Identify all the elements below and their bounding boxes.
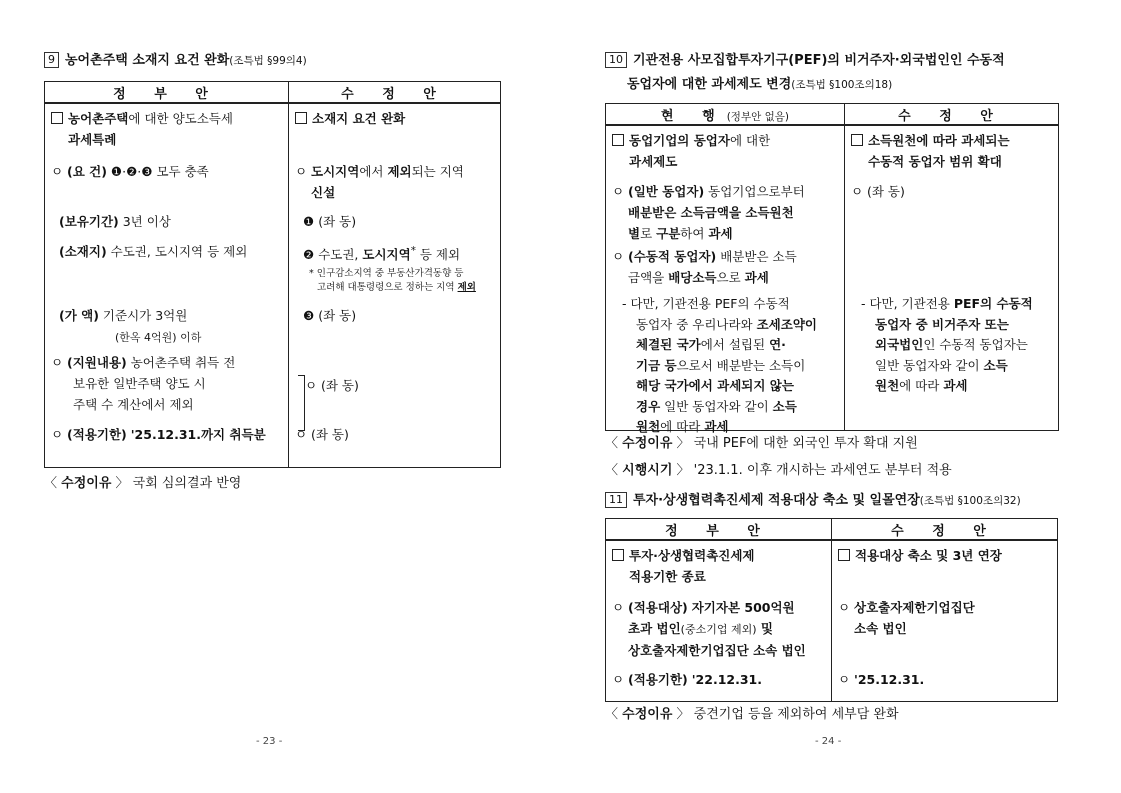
revision-reason-10: 〈 수정이유 〉 국내 PEF에 대한 외국인 투자 확대 지원: [605, 436, 918, 451]
checkbox-icon: [51, 112, 63, 124]
law-reference: (조특법 §99의4): [229, 55, 307, 67]
checkbox-icon: [612, 549, 624, 561]
section-title-9: [44, 50, 307, 72]
effective-date-10: 〈 시행시기 〉 '23.1.1. 이후 개시하는 과세연도 분부터 적용: [605, 463, 952, 478]
checkbox-icon: [851, 134, 863, 146]
revision-reason: 〈 수정이유 〉 국회 심의결과 반영: [44, 476, 242, 491]
page-number: - 24 -: [815, 736, 842, 747]
column-header-gov: 정 부 안: [606, 519, 832, 541]
current-cell: 동업기업의 동업자에 대한 과세제도 ㅇ (일반 동업자) 동업기업으로부터 배분받은 소득금액을 소득원천 별로 구분하여 과세 ㅇ (수동적 동업자) 배분받은 소득 금액을 배당소득으로 과세 - 다만, 기관전용 PEF의 수동적 동업자 중 우리나라와 조세조약이 체결된 국가에서 설립된 연· 기금 등으로서 배분받는 소득이 해당 국가에서 과세되지 않는 경우 일반 동업자와 같이 소득 원천에 따라 과세: [606, 125, 845, 431]
column-header-revised: 수 정 안: [289, 82, 501, 104]
page-number: - 23 -: [256, 736, 283, 747]
gov-proposal-cell: 농어촌주택에 대한 양도소득세 과세특례 ㅇ (요 건) ❶·❷·❸ 모두 충족 (보유기간) 3년 이상 (소재지) 수도권, 도시지역 등 제외 (가 액) 기준시가 3억원 (한옥 4억원) 이하 ㅇ (지원내용) 농어촌주택 취득 전 보유한 일반주택 양도 시 주택 수 계산에서 제외 ㅇ (적용기한) '25.12.31.까지 취득분: [45, 103, 289, 468]
section-number: 10: [605, 52, 627, 68]
section-number: 9: [44, 52, 59, 68]
column-header-revised: 수 정 안: [845, 104, 1059, 126]
revised-proposal-cell: 소재지 요건 완화 ㅇ 도시지역에서 제외되는 지역 신설 ❶ (좌 동) ❷ 수도권, 도시지역* 등 제외 * 인구감소지역 중 부동산가격동향 등 고려해 대통령령으로 정하는 지역 제외 ❸ (좌 동) ㅇ (좌 동) ㅇ (좌 동): [289, 103, 501, 468]
comparison-table-9: [44, 81, 501, 468]
page-left: [0, 0, 560, 793]
comparison-table-11: [605, 518, 1058, 702]
gov-proposal-cell-11: 투자·상생협력촉진세제 적용기한 종료 ㅇ (적용대상) 자기자본 500억원 초과 법인(중소기업 제외) 및 상호출자제한기업집단 소속 법인 ㅇ (적용기한) '22.12.31.: [606, 540, 832, 702]
comparison-table-10: [605, 103, 1059, 434]
section-number: 11: [605, 492, 627, 508]
revised-proposal-cell-11: 적용대상 축소 및 3년 연장 ㅇ 상호출자제한기업집단 소속 법인 ㅇ '25.12.31.: [832, 540, 1058, 702]
section-title-text: 농어촌주택 소재지 요건 완화: [65, 53, 230, 68]
checkbox-icon: [612, 134, 624, 146]
column-header-current: 현 행(정부안 없음): [606, 104, 845, 126]
column-header-revised: 수 정 안: [832, 519, 1058, 541]
section-title-10: 10 기관전용 사모집합투자기구(PEF)의 비거주자·외국법인인 수동적: [605, 50, 1005, 72]
page-right: [561, 0, 1121, 793]
revised-cell: 소득원천에 따라 과세되는 수동적 동업자 범위 확대 ㅇ (좌 동) - 다만, 기관전용 PEF의 수동적 동업자 중 비거주자 또는 외국법인인 수동적 동업자는 일반 동업자와 같이 소득 원천에 따라 과세: [845, 125, 1059, 431]
column-header-gov: 정 부 안: [45, 82, 289, 104]
revision-reason-11: 〈 수정이유 〉 중견기업 등을 제외하여 세부담 완화: [605, 707, 899, 722]
checkbox-icon: [295, 112, 307, 124]
checkbox-icon: [838, 549, 850, 561]
section-title-10-line2: 동업자에 대한 과세제도 변경(조특법 §100조의18): [627, 77, 893, 92]
section-title-11: 11 투자·상생협력촉진세제 적용대상 축소 및 일몰연장(조특법 §100조의32): [605, 490, 1021, 512]
